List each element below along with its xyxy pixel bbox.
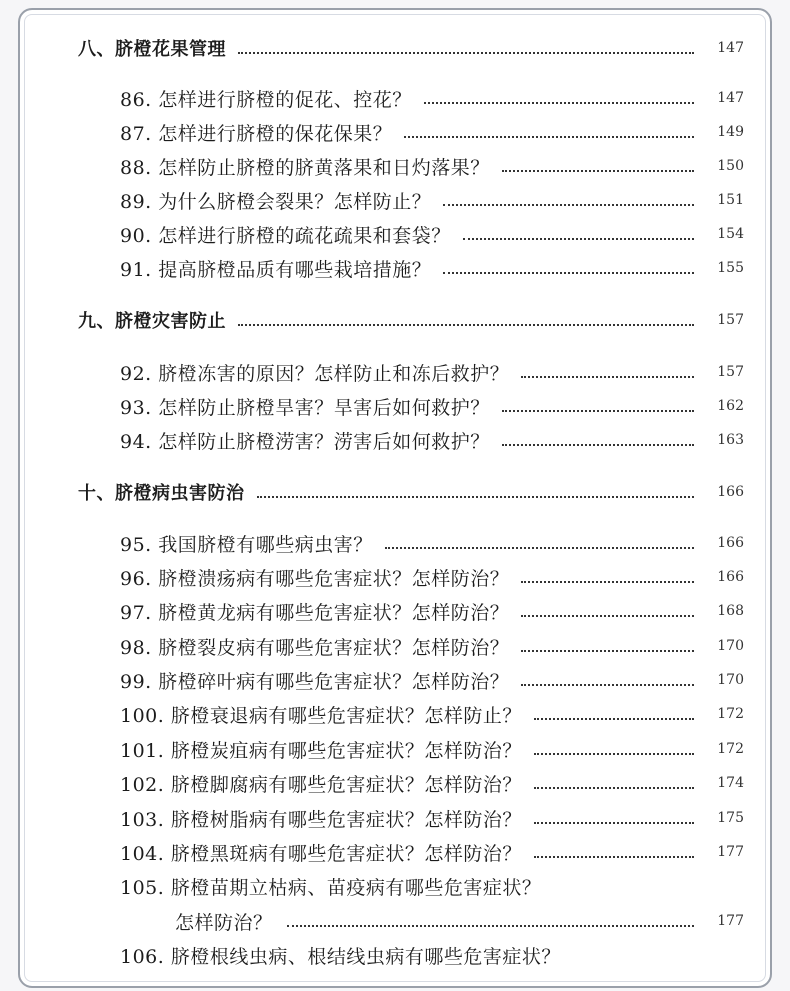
toc-entry-title: 96. 脐橙溃疡病有哪些危害症状？怎样防治？: [120, 567, 510, 590]
toc-entry[interactable]: [120, 252, 770, 284]
toc-entry[interactable]: [120, 218, 770, 250]
toc-entry[interactable]: [120, 836, 770, 868]
toc-entry[interactable]: [120, 939, 770, 971]
toc-entry-title: 97. 脐橙黄龙病有哪些危害症状？怎样防治？: [120, 601, 510, 624]
page-number: 166: [717, 484, 744, 500]
page-frame: [18, 8, 772, 988]
page-number: 162: [717, 398, 744, 414]
dot-leader: [257, 496, 695, 498]
dot-leader: [424, 102, 694, 104]
toc-entry-title: 104. 脐橙黑斑病有哪些危害症状？怎样防治？: [120, 842, 522, 865]
page-number: 177: [717, 913, 744, 929]
dot-leader: [521, 684, 694, 686]
dot-leader: [534, 856, 694, 858]
toc-entry[interactable]: [120, 630, 770, 662]
toc-entry-title: 十、脐橙病虫害防治: [78, 483, 245, 504]
dot-leader: [502, 170, 694, 172]
toc-entry[interactable]: [120, 82, 770, 114]
toc-entry[interactable]: [120, 184, 770, 216]
toc-entry-title: 八、脐橙花果管理: [78, 39, 226, 60]
page-number: 166: [717, 569, 744, 585]
page-number: 166: [717, 535, 744, 551]
dot-leader: [534, 753, 694, 755]
dot-leader: [521, 376, 694, 378]
dot-leader: [534, 822, 694, 824]
toc-entry-title: 102. 脐橙脚腐病有哪些危害症状？怎样防治？: [120, 773, 522, 796]
dot-leader: [287, 925, 694, 927]
toc-entry-title: 86. 怎样进行脐橙的促花、控花？: [120, 88, 412, 111]
page-number: 170: [717, 638, 744, 654]
toc-entry[interactable]: [120, 767, 770, 799]
toc-entry-title: 106. 脐橙根线虫病、根结线虫病有哪些危害症状？: [120, 945, 561, 968]
page-number: 172: [717, 741, 744, 757]
toc-entry[interactable]: [120, 595, 770, 627]
dot-leader: [502, 410, 694, 412]
dot-leader: [534, 718, 694, 720]
toc-entry-title: 99. 脐橙碎叶病有哪些危害症状？怎样防治？: [120, 670, 510, 693]
toc-entry-title: 101. 脐橙炭疽病有哪些危害症状？怎样防治？: [120, 739, 522, 762]
toc-entry-title: 91. 提高脐橙品质有哪些栽培措施？: [120, 258, 432, 281]
toc-entry[interactable]: [120, 424, 770, 456]
toc-entry-title: 87. 怎样进行脐橙的保花保果？: [120, 122, 393, 145]
table-of-contents: [20, 10, 770, 986]
page-number: 172: [717, 706, 744, 722]
toc-entry-title: 89. 为什么脐橙会裂果？怎样防止？: [120, 190, 432, 213]
toc-entry-title: 98. 脐橙裂皮病有哪些危害症状？怎样防治？: [120, 636, 510, 659]
dot-leader: [521, 581, 694, 583]
dot-leader: [443, 204, 694, 206]
toc-entry-title: 92. 脐橙冻害的原因？怎样防止和冻后救护？: [120, 362, 510, 385]
toc-entry[interactable]: [120, 664, 770, 696]
toc-section[interactable]: [78, 476, 770, 508]
page-number: 163: [717, 432, 744, 448]
page-number: 150: [717, 158, 744, 174]
toc-entry-title: 105. 脐橙苗期立枯病、苗疫病有哪些危害症状？: [120, 876, 542, 899]
toc-section[interactable]: [78, 32, 770, 64]
toc-entry-title: 100. 脐橙衰退病有哪些危害症状？怎样防止？: [120, 704, 522, 727]
toc-entry-title: 怎样防治？: [175, 911, 273, 934]
dot-leader: [238, 52, 694, 54]
toc-entry[interactable]: [120, 356, 770, 388]
dot-leader: [385, 547, 694, 549]
page-number: 147: [717, 90, 744, 106]
dot-leader: [463, 238, 694, 240]
dot-leader: [521, 650, 694, 652]
toc-entry-title: 103. 脐橙树脂病有哪些危害症状？怎样防治？: [120, 808, 522, 831]
page-number: 149: [717, 124, 744, 140]
toc-entry-title: 九、脐橙灾害防止: [78, 311, 226, 332]
toc-entry[interactable]: [120, 116, 770, 148]
toc-entry[interactable]: [120, 390, 770, 422]
toc-entry-title: 93. 怎样防止脐橙旱害？旱害后如何救护？: [120, 396, 490, 419]
dot-leader: [404, 136, 694, 138]
toc-entry-title: 90. 怎样进行脐橙的疏花疏果和套袋？: [120, 224, 451, 247]
toc-entry-title: 88. 怎样防止脐橙的脐黄落果和日灼落果？: [120, 156, 490, 179]
page-number: 151: [717, 192, 744, 208]
toc-entry-title: 95. 我国脐橙有哪些病虫害？: [120, 533, 373, 556]
page-number: 157: [717, 312, 744, 328]
dot-leader: [238, 324, 694, 326]
dot-leader: [443, 272, 694, 274]
toc-section[interactable]: [78, 304, 770, 336]
page-number: 155: [717, 260, 744, 276]
toc-entry[interactable]: [175, 905, 770, 937]
toc-entry-title: 94. 怎样防止脐橙涝害？涝害后如何救护？: [120, 430, 490, 453]
toc-entry[interactable]: [120, 527, 770, 559]
dot-leader: [534, 787, 694, 789]
page-number: 175: [717, 810, 744, 826]
page-number: 168: [717, 603, 744, 619]
toc-entry[interactable]: [120, 698, 770, 730]
dot-leader: [521, 615, 694, 617]
page-number: 154: [717, 226, 744, 242]
page-number: 177: [717, 844, 744, 860]
dot-leader: [502, 444, 694, 446]
toc-entry[interactable]: [120, 561, 770, 593]
toc-entry[interactable]: [120, 802, 770, 834]
page-number: 157: [717, 364, 744, 380]
toc-entry[interactable]: [120, 870, 770, 902]
toc-entry[interactable]: [120, 733, 770, 765]
page-number: 174: [717, 775, 744, 791]
page-number: 147: [717, 40, 744, 56]
page-number: 170: [717, 672, 744, 688]
toc-entry[interactable]: [120, 150, 770, 182]
